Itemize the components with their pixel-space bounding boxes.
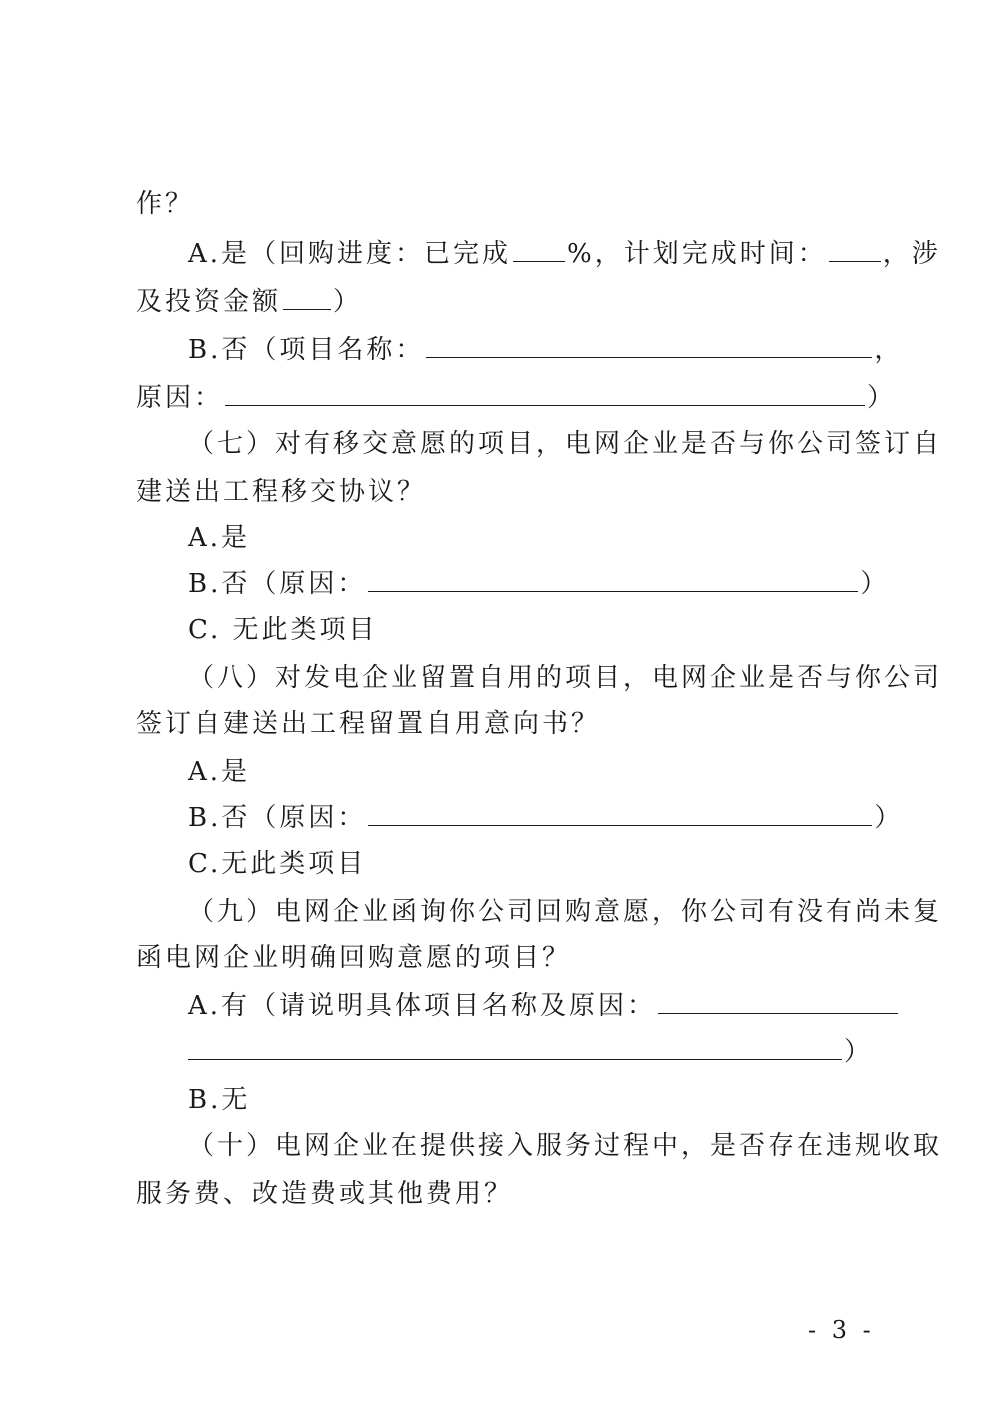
blank-continuation[interactable] [188, 1035, 842, 1060]
option-a-line: A.有（请说明具体项目名称及原因： [188, 988, 900, 1024]
option-b-line: B.否（原因： ） [188, 803, 904, 833]
option-a-line: A.是 [188, 523, 251, 553]
option-b-line: B.无 [188, 1085, 251, 1115]
option-a-line: A.是（回购进度：已完成 %，计划完成时间： ，涉 [188, 239, 941, 269]
text-line: 原因： ） [136, 383, 897, 413]
blank-project-name[interactable] [426, 333, 872, 358]
text-line: 函电网企业明确回购意愿的项目？ [136, 943, 572, 973]
page-number: - 3 - [808, 1316, 875, 1344]
option-c-line: C. 无此类项目 [188, 615, 378, 645]
question-9: （九）电网企业函询你公司回购意愿，你公司有没有尚未复 [188, 897, 943, 927]
option-c-line: C.无此类项目 [188, 849, 367, 879]
text-line: 作？ [136, 189, 195, 219]
option-a-line: A.是 [188, 757, 251, 787]
option-b-line: B.否（原因： ） [188, 569, 890, 599]
blank-reason[interactable] [368, 567, 858, 592]
question-10: （十）电网企业在提供接入服务过程中，是否存在违规收取 [188, 1131, 943, 1161]
blank-reason[interactable] [225, 381, 865, 406]
blank-reason[interactable] [368, 801, 872, 826]
text-line: 及投资金额 ） [136, 287, 363, 317]
text-line: 服务费、改造费或其他费用？ [136, 1179, 514, 1209]
blank-completion-percent[interactable] [513, 237, 565, 262]
blank-project-and-reason[interactable] [658, 989, 898, 1014]
text-line: ） [188, 1034, 873, 1070]
text-line: 建送出工程移交协议？ [136, 477, 427, 507]
question-8: （八）对发电企业留置自用的项目，电网企业是否与你公司 [188, 663, 943, 693]
blank-investment-amount[interactable] [283, 285, 331, 310]
blank-planned-time[interactable] [829, 237, 881, 262]
question-7: （七）对有移交意愿的项目，电网企业是否与你公司签订自 [188, 429, 943, 459]
text-line: 签订自建送出工程留置自用意向书？ [136, 709, 601, 739]
option-b-line: B.否（项目名称： ， [188, 335, 904, 365]
